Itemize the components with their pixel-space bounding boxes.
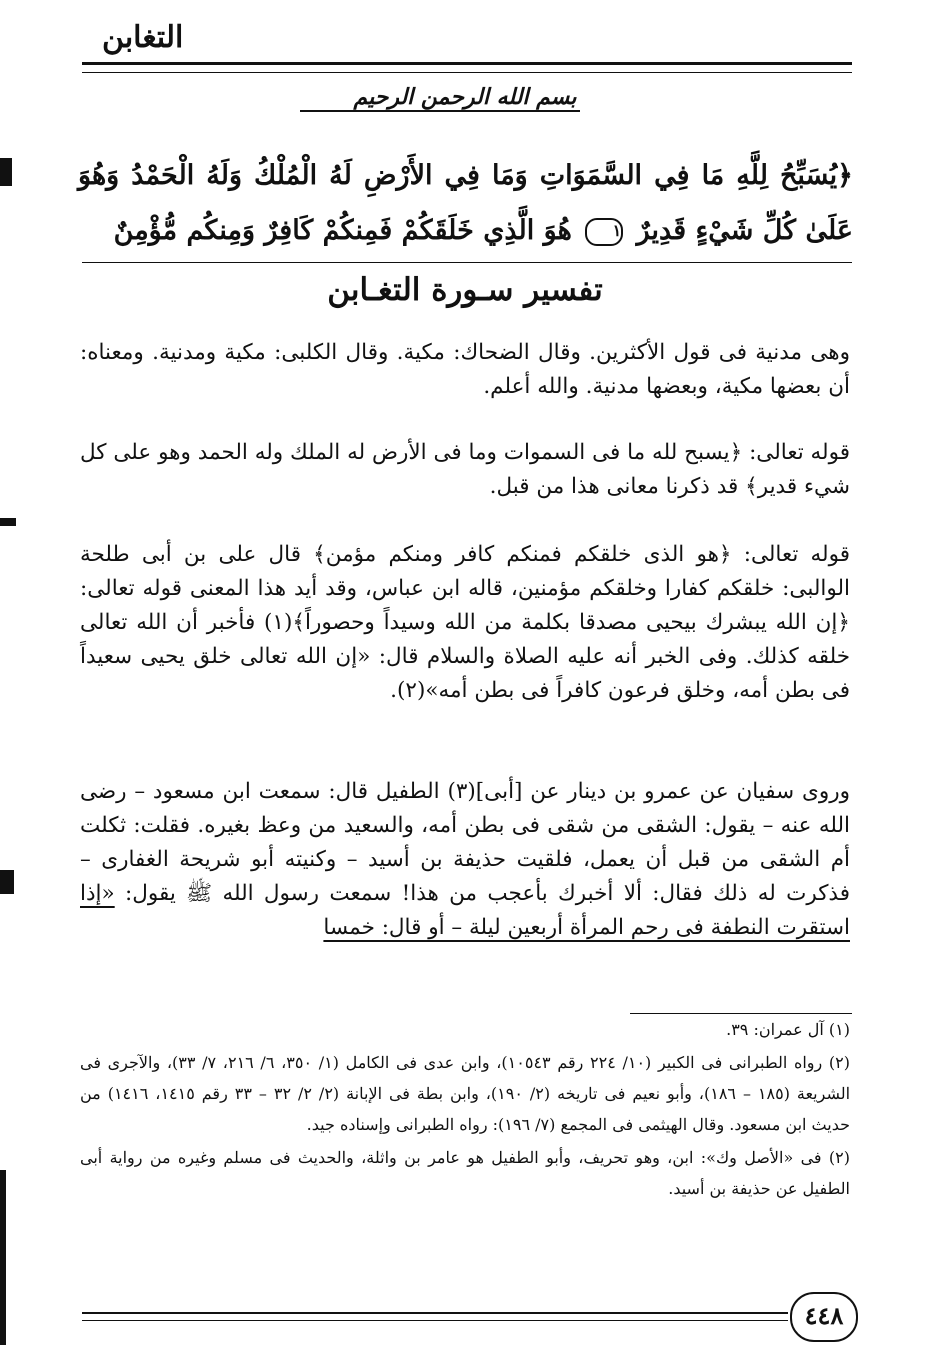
footnote-1: (١) آل عمران: ٣٩. [726,1020,850,1039]
basmala-text: بسم الله الرحمن الرحيم [353,84,577,110]
footnote-3: (٢) فى «الأصل وك»: ابن، وهو تحريف، وأبو الطفيل هو عامر بن واثلة، والحديث فى مسلم وغيره من رواية أبى الطفيل عن حذيفة بن أسيد. [80,1148,850,1198]
paragraph-2: قوله تعالى: ﴿يسبح لله ما فى السموات وما فى الأرض له الملك وله الحمد وهو على كل شيء قدير﴾ قد ذكرنا معانى هذا من قبل. [80,440,850,499]
quran-verse-part-2: هُوَ الَّذِي خَلَقَكُمْ فَمِنكُمْ كَافِرٌ وَمِنكُم مُّؤْمِنٌ [113,215,572,246]
footnotes [80,1014,850,1206]
paragraph-3: قوله تعالى: ﴿هو الذى خلقكم فمنكم كافر ومنكم مؤمن﴾ قال على بن أبى طلحة الوالبى: خلقكم كفارا وخلقكم مؤمنين، قاله ابن عباس، وقد أيد هذا المعنى قوله تعالى: ﴿إن الله يبشرك بيحيى مصدقا بكلمة من الله وسيداً وحصوراً﴾(١) فأخبر أن الله تعالى خلقه كذلك. وفى الخبر أنه عليه الصلاة والسلام قال: «إن الله تعالى خلق يحيى سعيداً فى بطن أمه، وخلق فرعون كافراً فى بطن أمه»(٢). [80,542,850,703]
footnote-2: (٢) رواه الطبرانى فى الكبير (١٠/ ٢٢٤ رقم ١٠٥٤٣)، وابن عدى فى الكامل (١/ ٣٥٠، ٦/ ٢١٦، ٧/ ٣٣)، والآجرى فى الشريعة (١٨٥ – ١٨٦)، وأبو نعيم فى تاريخه (٢/ ١٩٠)، وابن بطة فى الإبانة (٢/ ٢/ ٣٢ – ٣٣ رقم ١٤١٥، ١٤١٦) من حديث ابن مسعود. وقال الهيثمى فى المجمع (٧/ ١٩٦): رواه الطبرانى وإسناده جيد. [80,1053,851,1134]
scan-edge-mark [0,1170,6,1345]
scan-edge-mark [0,158,12,186]
quran-verse-part-1: ﴿يُسَبِّحُ لِلَّهِ مَا فِي السَّمَوَاتِ وَمَا فِي الأَرْضِ لَهُ الْمُلْكُ وَلَهُ الْحَمْدُ وَهُوَ عَلَىٰ كُلِّ شَيْءٍ قَدِيرٌ [78,160,853,246]
basmala [280,84,650,118]
running-head [80,18,850,58]
scan-edge-mark [0,870,14,894]
paragraph-1: وهى مدنية فى قول الأكثرين. وقال الضحاك: مكية. وقال الكلبى: مكية ومدنية. ومعناه: أن بعضها مكية، وبعضها مدنية. والله أعلم. [80,340,850,399]
quran-verse-block [78,148,853,258]
verse-separator-rule [82,262,852,263]
paragraph-4-text: وروى سفيان عن عمرو بن دينار عن [أبى](٣) الطفيل قال: سمعت ابن مسعود – رضى الله عنه – يقول: الشقى من شقى فى بطن أمه، والسعيد من وعظ بغيره. فقلت: ثكلت أم الشقى من قبل أن يعمل، فلقيت حذيفة بن أسيد – وكنيته أبو شريحة الغفارى – فذكرت له ذلك فقال: ألا أخبرك بأعجب من هذا! سمعت رسول الله ﷺ يقول: [80,779,850,906]
ayah-number-marker: ١ [585,218,623,246]
header-rule [82,62,852,73]
footer-rule [82,1312,788,1321]
running-head-title: التغابن [102,20,184,55]
surah-title: تفسير سـورة التغـابن [327,272,603,308]
hadith-quote-underlined: «إذا استقرت النطفة فى رحم المرأة أربعين ليلة – أو قال: خمسا [80,881,850,940]
basmala-flourish [300,110,580,112]
page-number: ٤٤٨ [790,1292,858,1342]
paragraph-4 [80,775,850,945]
scan-edge-mark [0,518,16,526]
